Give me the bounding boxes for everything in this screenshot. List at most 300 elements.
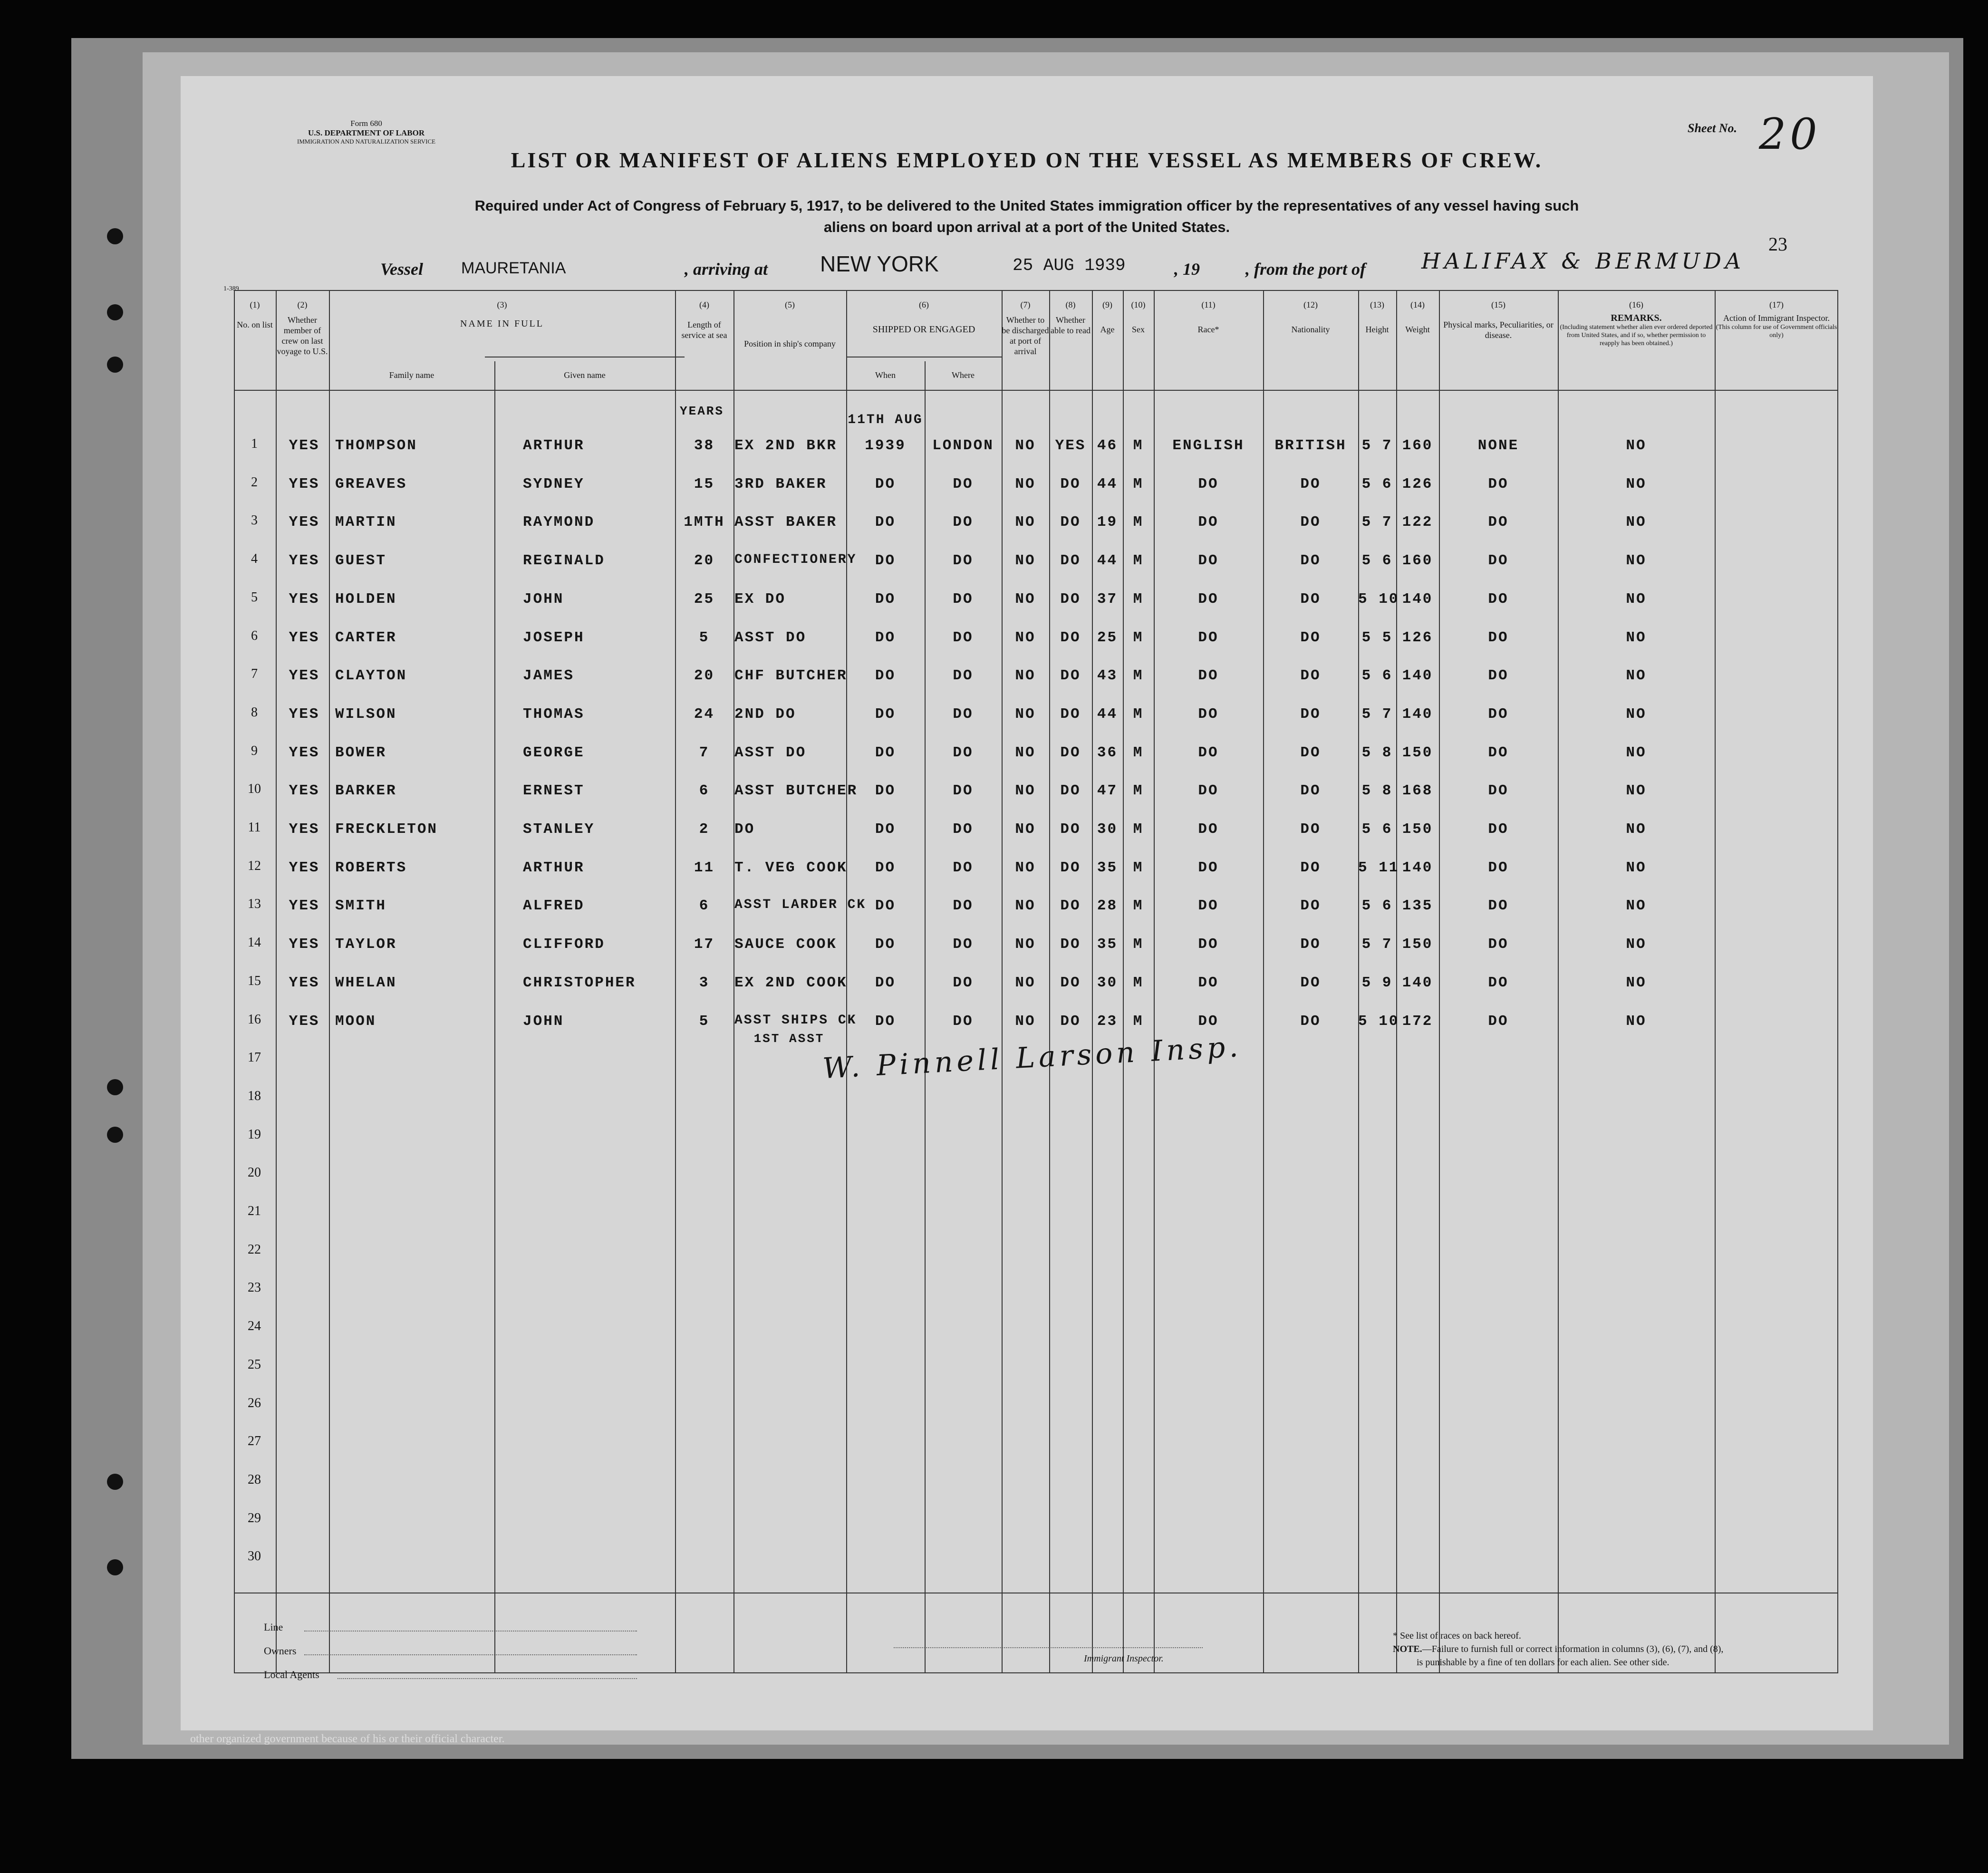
col-17-header — [1715, 299, 1838, 339]
cell-weight: 160 — [1402, 437, 1433, 454]
subtitle-line-2: aliens on board upon arrival at a port of the United States. — [823, 219, 1230, 235]
col-5-header — [733, 299, 846, 349]
cell-position: ASST LARDER CK — [734, 898, 867, 913]
col-17-number: (17) — [1769, 300, 1784, 309]
cell-disch: NO — [1015, 974, 1036, 991]
cell-given: ERNEST — [523, 782, 585, 800]
note-line-1: —Failure to furnish full or correct information in columns (3), (6), (7), and (8), — [1422, 1644, 1724, 1654]
cell-service: 5 — [699, 1013, 710, 1030]
cell-marks: DO — [1488, 475, 1509, 492]
cell-read: DO — [1060, 898, 1081, 915]
cell-age: 28 — [1097, 898, 1118, 915]
cell-weight: 140 — [1402, 667, 1433, 685]
cell-prev: YES — [289, 514, 320, 531]
row-number: 5 — [251, 589, 258, 605]
row-number: 16 — [248, 1012, 261, 1027]
cell-position: ASST DO — [734, 629, 807, 646]
cell-when: DO — [875, 629, 896, 646]
cell-disch: NO — [1015, 859, 1036, 876]
col-8-title: Whether able to read — [1051, 315, 1091, 335]
cell-age: 25 — [1097, 629, 1118, 646]
cell-family: HOLDEN — [335, 590, 397, 608]
col-12-header — [1263, 299, 1358, 335]
cell-service: 20 — [694, 667, 715, 685]
col-14-title: Weight — [1405, 325, 1430, 334]
row-number: 3 — [251, 513, 258, 528]
cell-height: 5 6 — [1361, 898, 1393, 915]
col-2-title: Whether member of crew on last voyage to U.S. — [277, 315, 328, 356]
cell-marks: DO — [1488, 1013, 1509, 1030]
cell-race: DO — [1198, 744, 1219, 761]
cell-nat: DO — [1300, 859, 1321, 876]
cell-height: 5 6 — [1361, 475, 1393, 492]
cell-weight: 172 — [1402, 1013, 1433, 1030]
cell-where: DO — [953, 974, 974, 991]
cell-position: CHF BUTCHER — [734, 667, 848, 685]
cell-position: ASST SHIPS CK — [734, 1013, 857, 1028]
cell-weight: 160 — [1402, 552, 1433, 570]
cell-when: DO — [875, 974, 896, 991]
col-1-header — [234, 299, 276, 330]
cell-where: DO — [953, 898, 974, 915]
cell-age: 30 — [1097, 974, 1118, 991]
cell-disch: NO — [1015, 437, 1036, 454]
cell-nat: DO — [1300, 898, 1321, 915]
cell-family: MARTIN — [335, 514, 397, 531]
row-number: 1 — [251, 436, 258, 451]
cell-height: 5 10 — [1358, 590, 1399, 608]
cell-read: DO — [1060, 629, 1081, 646]
cell-height: 5 9 — [1361, 974, 1393, 991]
cell-family: FRECKLETON — [335, 821, 438, 838]
row-number: 24 — [248, 1319, 261, 1334]
cell-race: DO — [1198, 552, 1219, 570]
cell-remarks: NO — [1626, 974, 1647, 991]
owners-field — [304, 1654, 637, 1655]
cell-nat: BRITISH — [1274, 437, 1347, 454]
cell-remarks: NO — [1626, 936, 1647, 953]
cell-where: DO — [953, 744, 974, 761]
col-10-number: (10) — [1131, 300, 1146, 309]
cell-marks: DO — [1488, 667, 1509, 685]
cell-race: DO — [1198, 782, 1219, 800]
col-12-title: Nationality — [1291, 325, 1330, 334]
cell-remarks: NO — [1626, 1013, 1647, 1030]
cell-prev: YES — [289, 859, 320, 876]
cell-when: DO — [875, 590, 896, 608]
cell-sex: M — [1133, 821, 1144, 838]
cell-sex: M — [1133, 974, 1144, 991]
row-number: 21 — [248, 1204, 261, 1218]
col-5-number: (5) — [785, 300, 795, 309]
cell-nat: DO — [1300, 552, 1321, 570]
cell-height: 5 5 — [1361, 629, 1393, 646]
cell-disch: NO — [1015, 667, 1036, 685]
binder-hole — [107, 357, 123, 373]
cell-family: MOON — [335, 1013, 376, 1030]
cell-sex: M — [1133, 629, 1144, 646]
cell-service: 25 — [694, 590, 715, 608]
cell-disch: NO — [1015, 821, 1036, 838]
cell-nat: DO — [1300, 782, 1321, 800]
cell-prev: YES — [289, 475, 320, 492]
cell-height: 5 6 — [1361, 552, 1393, 570]
cell-marks: DO — [1488, 705, 1509, 723]
cell-position: 3RD BAKER — [734, 475, 827, 492]
position-top-row-14: 1ST ASST — [753, 1032, 825, 1046]
line-field — [304, 1631, 637, 1632]
cell-when: DO — [875, 936, 896, 953]
cell-age: 44 — [1097, 475, 1118, 492]
cell-position: SAUCE COOK — [734, 936, 838, 953]
subtitle-line-1: Required under Act of Congress of February 5, 1917, to be delivered to the United States immigration officer by the representatives of any vessel having such — [474, 197, 1579, 214]
page-title: LIST OR MANIFEST OF ALIENS EMPLOYED ON THE VESSEL AS MEMBERS OF CREW. — [511, 148, 1543, 172]
cell-remarks: NO — [1626, 552, 1647, 570]
department-name: U.S. DEPARTMENT OF LABOR — [308, 128, 425, 137]
family-name-header: Family name — [389, 370, 434, 380]
underlying-text: other organized government because of his or their official character. — [190, 1733, 505, 1745]
cell-family: ROBERTS — [335, 859, 407, 876]
row-number: 2 — [251, 474, 258, 490]
cell-position: 2ND DO — [734, 705, 796, 723]
cell-sex: M — [1133, 552, 1144, 570]
shipped-date-top: 11TH AUG — [848, 413, 923, 427]
col-divider — [329, 290, 330, 1673]
cell-where: DO — [953, 475, 974, 492]
cell-marks: DO — [1488, 898, 1509, 915]
cell-given: STANLEY — [523, 821, 595, 838]
col-11-number: (11) — [1201, 300, 1216, 309]
col-7-number: (7) — [1020, 300, 1031, 309]
cell-remarks: NO — [1626, 705, 1647, 723]
cell-weight: 140 — [1402, 590, 1433, 608]
cell-service: 6 — [699, 782, 710, 800]
cell-sex: M — [1133, 705, 1144, 723]
cell-sex: M — [1133, 744, 1144, 761]
races-note: * See list of races on back hereof. — [1393, 1631, 1521, 1641]
from-port: HALIFAX & BERMUDA — [1421, 248, 1745, 274]
cell-service: 2 — [699, 821, 710, 838]
row-number: 11 — [248, 820, 261, 835]
cell-marks: DO — [1488, 782, 1509, 800]
binder-hole — [107, 1474, 123, 1490]
col-14-number: (14) — [1410, 300, 1425, 309]
cell-given: JOSEPH — [523, 629, 585, 646]
cell-service: 1MTH — [684, 514, 725, 531]
cell-family: CLAYTON — [335, 667, 407, 685]
note-line-2: is punishable by a fine of ten dollars for each alien. See other side. — [1417, 1657, 1670, 1668]
row-number: 10 — [248, 782, 261, 797]
cell-given: ARTHUR — [523, 859, 585, 876]
col-8-number: (8) — [1065, 300, 1076, 309]
col-11-header — [1154, 299, 1263, 335]
header-divider — [234, 390, 1838, 391]
cell-remarks: NO — [1626, 782, 1647, 800]
col-divider — [494, 361, 495, 1673]
col-7-title: Whether to be discharged at port of arrival — [1002, 315, 1049, 356]
cell-where: DO — [953, 514, 974, 531]
col-14-header — [1396, 299, 1439, 335]
cell-where: DO — [953, 590, 974, 608]
cell-nat: DO — [1300, 629, 1321, 646]
vessel-name: MAURETANIA — [461, 259, 566, 277]
col-17-subtitle: (This column for use of Government officials only) — [1716, 324, 1837, 339]
cell-read: DO — [1060, 859, 1081, 876]
cell-height: 5 6 — [1361, 667, 1393, 685]
col-15-title: Physical marks, Peculiarities, or disease. — [1443, 320, 1554, 340]
arriving-label: , arriving at — [685, 260, 768, 279]
cell-height: 5 10 — [1358, 1013, 1399, 1030]
cell-height: 5 7 — [1361, 936, 1393, 953]
cell-marks: DO — [1488, 974, 1509, 991]
cell-read: DO — [1060, 475, 1081, 492]
col-9-number: (9) — [1102, 300, 1112, 309]
cell-read: DO — [1060, 936, 1081, 953]
sheet-number: 20 — [1759, 109, 1821, 159]
col-2-number: (2) — [297, 300, 308, 309]
row-number: 7 — [251, 666, 258, 682]
cell-race: DO — [1198, 475, 1219, 492]
inspector-label: Immigrant Inspector. — [1084, 1653, 1164, 1664]
cell-position: EX DO — [734, 590, 786, 608]
row-number: 26 — [248, 1395, 261, 1410]
cell-remarks: NO — [1626, 590, 1647, 608]
binder-hole — [107, 228, 123, 244]
col-7-header — [1002, 299, 1049, 357]
page-number: 23 — [1768, 233, 1787, 255]
col-4-number: (4) — [699, 300, 709, 309]
cell-service: 24 — [694, 705, 715, 723]
cell-prev: YES — [289, 667, 320, 685]
cell-position: ASST BAKER — [734, 514, 838, 531]
cell-remarks: NO — [1626, 859, 1647, 876]
row-number: 15 — [248, 973, 261, 988]
form-header-block — [297, 119, 435, 145]
years-header: YEARS — [680, 404, 724, 418]
col-1-number: (1) — [250, 300, 260, 309]
cell-remarks: NO — [1626, 744, 1647, 761]
cell-disch: NO — [1015, 744, 1036, 761]
row-number: 29 — [248, 1510, 261, 1525]
cell-age: 43 — [1097, 667, 1118, 685]
col-4-title: Length of service at sea — [681, 320, 727, 340]
sheet-label: Sheet No. — [1688, 121, 1737, 135]
cell-prev: YES — [289, 629, 320, 646]
cell-age: 23 — [1097, 1013, 1118, 1030]
cell-read: DO — [1060, 744, 1081, 761]
col-13-number: (13) — [1370, 300, 1384, 309]
cell-disch: NO — [1015, 705, 1036, 723]
cell-age: 36 — [1097, 744, 1118, 761]
cell-given: JOHN — [523, 590, 564, 608]
cell-sex: M — [1133, 437, 1144, 454]
row-number: 18 — [248, 1088, 261, 1103]
binder-hole — [107, 304, 123, 320]
cell-race: DO — [1198, 936, 1219, 953]
cell-nat: DO — [1300, 705, 1321, 723]
cell-when: DO — [875, 514, 896, 531]
cell-where: DO — [953, 821, 974, 838]
cell-position: EX 2ND BKR — [734, 437, 838, 454]
cell-position: DO — [734, 821, 755, 838]
cell-where: DO — [953, 782, 974, 800]
cell-marks: DO — [1488, 629, 1509, 646]
col-5-title: Position in ship's company — [744, 339, 836, 348]
row-number: 23 — [248, 1280, 261, 1295]
cell-height: 5 7 — [1361, 514, 1393, 531]
cell-disch: NO — [1015, 475, 1036, 492]
cell-marks: DO — [1488, 514, 1509, 531]
cell-given: SYDNEY — [523, 475, 585, 492]
cell-family: BARKER — [335, 782, 397, 800]
row-number: 4 — [251, 551, 258, 567]
cell-race: DO — [1198, 705, 1219, 723]
cell-remarks: NO — [1626, 475, 1647, 492]
cell-sex: M — [1133, 1013, 1144, 1030]
col-divider — [1715, 290, 1716, 1673]
cell-sex: M — [1133, 898, 1144, 915]
cell-disch: NO — [1015, 782, 1036, 800]
cell-given: REGINALD — [523, 552, 605, 570]
col-3-number: (3) — [497, 300, 507, 309]
cell-family: BOWER — [335, 744, 387, 761]
cell-where: DO — [953, 705, 974, 723]
cell-service: 38 — [694, 437, 715, 454]
row-number: 22 — [248, 1242, 261, 1257]
cell-weight: 122 — [1402, 514, 1433, 531]
cell-family: THOMPSON — [335, 437, 417, 454]
cell-read: DO — [1060, 974, 1081, 991]
row-number: 13 — [248, 897, 261, 912]
cell-when: DO — [875, 667, 896, 685]
from-port-label: , from the port of — [1245, 260, 1366, 279]
cell-marks: DO — [1488, 590, 1509, 608]
col-6-header — [846, 299, 1002, 335]
cell-nat: DO — [1300, 936, 1321, 953]
cell-disch: NO — [1015, 898, 1036, 915]
col-8-header — [1049, 299, 1092, 336]
cell-position: CONFECTIONERY — [734, 552, 857, 568]
cell-prev: YES — [289, 705, 320, 723]
cell-prev: YES — [289, 590, 320, 608]
col-4-header — [675, 299, 733, 340]
manifest-sheet — [181, 76, 1873, 1730]
col-3-title: NAME IN FULL — [460, 319, 544, 329]
cell-read: DO — [1060, 552, 1081, 570]
cell-marks: NONE — [1477, 437, 1519, 454]
row-number: 6 — [251, 628, 258, 643]
cell-where: DO — [953, 859, 974, 876]
cell-prev: YES — [289, 437, 320, 454]
cell-remarks: NO — [1626, 514, 1647, 531]
cell-family: WILSON — [335, 705, 397, 723]
cell-disch: NO — [1015, 514, 1036, 531]
cell-nat: DO — [1300, 821, 1321, 838]
cell-prev: YES — [289, 1013, 320, 1030]
col-9-header — [1092, 299, 1123, 335]
cell-sex: M — [1133, 590, 1144, 608]
cell-read: DO — [1060, 514, 1081, 531]
note-label: NOTE. — [1393, 1644, 1422, 1654]
cell-race: DO — [1198, 1013, 1219, 1030]
cell-family: WHELAN — [335, 974, 397, 991]
cell-weight: 140 — [1402, 974, 1433, 991]
cell-age: 44 — [1097, 705, 1118, 723]
cell-prev: YES — [289, 552, 320, 570]
cell-nat: DO — [1300, 1013, 1321, 1030]
cell-remarks: NO — [1626, 437, 1647, 454]
when-header: When — [875, 370, 896, 380]
cell-where: DO — [953, 552, 974, 570]
cell-race: ENGLISH — [1172, 437, 1245, 454]
cell-age: 44 — [1097, 552, 1118, 570]
col-15-header — [1439, 299, 1558, 340]
cell-given: ARTHUR — [523, 437, 585, 454]
row-number: 25 — [248, 1357, 261, 1372]
col-11-title: Race* — [1197, 325, 1219, 334]
cell-service: 7 — [699, 744, 710, 761]
cell-sex: M — [1133, 936, 1144, 953]
cell-height: 5 8 — [1361, 744, 1393, 761]
cell-marks: DO — [1488, 552, 1509, 570]
cell-service: 11 — [694, 859, 715, 876]
col-16-number: (16) — [1629, 300, 1643, 309]
cell-disch: NO — [1015, 629, 1036, 646]
cell-height: 5 6 — [1361, 821, 1393, 838]
service-name: IMMIGRATION AND NATURALIZATION SERVICE — [297, 138, 436, 145]
col-17-title: Action of Immigrant Inspector. — [1723, 313, 1830, 323]
cell-service: 3 — [699, 974, 710, 991]
cell-weight: 140 — [1402, 705, 1433, 723]
binder-hole — [107, 1127, 123, 1143]
cell-family: GREAVES — [335, 475, 407, 492]
col-6-number: (6) — [919, 300, 929, 309]
cell-when: DO — [875, 782, 896, 800]
cell-sex: M — [1133, 667, 1144, 685]
row-number: 8 — [251, 705, 258, 720]
cell-remarks: NO — [1626, 898, 1647, 915]
cell-marks: DO — [1488, 744, 1509, 761]
col-3-header — [329, 299, 675, 329]
cell-service: 17 — [694, 936, 715, 953]
cell-race: DO — [1198, 974, 1219, 991]
cell-read: DO — [1060, 821, 1081, 838]
cell-where: DO — [953, 629, 974, 646]
cell-given: CLIFFORD — [523, 936, 605, 953]
col-divider — [276, 290, 277, 1673]
cell-age: 35 — [1097, 936, 1118, 953]
cell-age: 19 — [1097, 514, 1118, 531]
row-number: 14 — [248, 935, 261, 950]
cell-weight: 126 — [1402, 475, 1433, 492]
cell-weight: 126 — [1402, 629, 1433, 646]
cell-disch: NO — [1015, 1013, 1036, 1030]
line-label: Line — [264, 1621, 283, 1633]
cell-disch: NO — [1015, 552, 1036, 570]
cell-read: DO — [1060, 1013, 1081, 1030]
cell-read: YES — [1055, 437, 1086, 454]
cell-marks: DO — [1488, 821, 1509, 838]
cell-nat: DO — [1300, 667, 1321, 685]
cell-when: DO — [875, 552, 896, 570]
cell-given: JAMES — [523, 667, 575, 685]
cell-family: CARTER — [335, 629, 397, 646]
row-number: 28 — [248, 1472, 261, 1487]
cell-remarks: NO — [1626, 667, 1647, 685]
cell-sex: M — [1133, 514, 1144, 531]
print-code: 1-389 — [223, 285, 239, 292]
col-12-number: (12) — [1303, 300, 1318, 309]
